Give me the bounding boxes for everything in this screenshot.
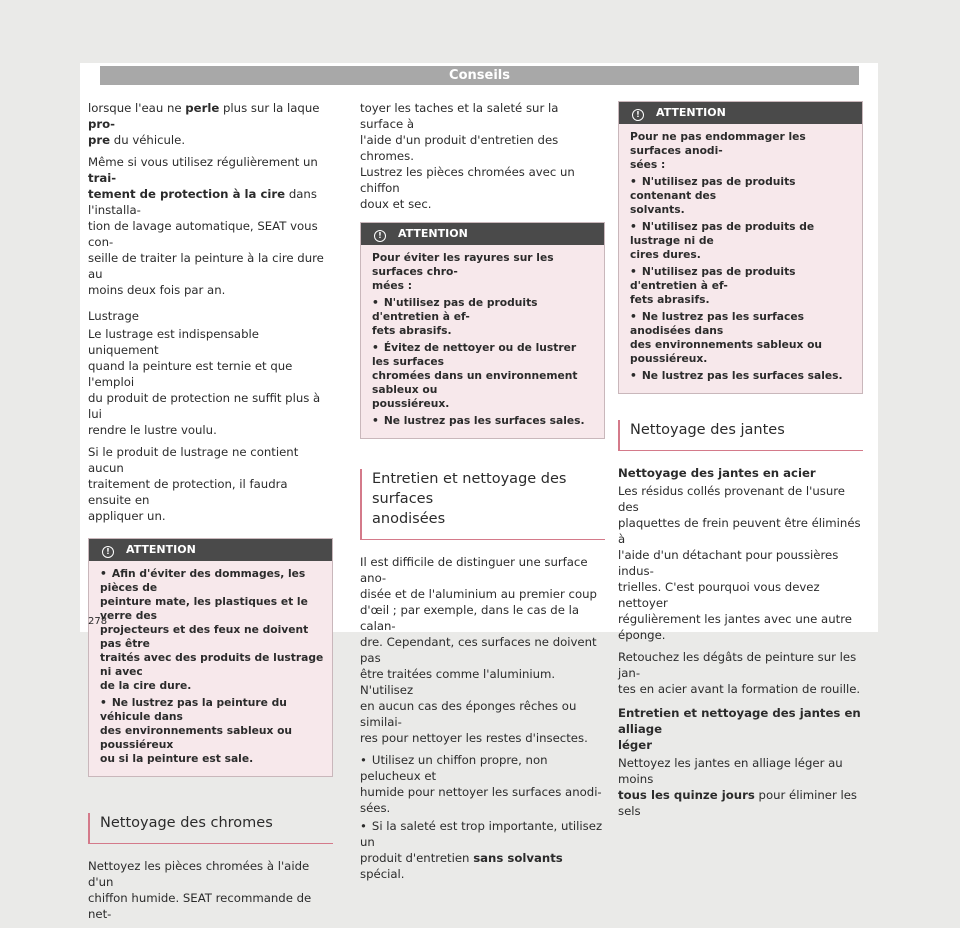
paragraph: Il est difficile de distinguer une surface ano- disée et de l'aluminium au premier coup d'œil ; par exemple, dans le cas de la calan- dre. Cependant, ces surfaces ne doivent pas être traitées comme l'aluminium. N'utilisez en aucun cas des éponges rêches ou similai- res pour nettoyer les restes d'insectes.	[360, 555, 597, 745]
paragraph: lorsque l'eau ne perle plus sur la laque pro- pre du véhicule.	[88, 101, 320, 147]
paragraph: Les résidus collés provenant de l'usure des plaquettes de frein peuvent être éliminés à l'aide d'un détachant pour poussières indus- trielles. C'est pourquoi vous devez nettoyer régulièrement les jantes avec une autre éponge.	[618, 484, 861, 642]
paragraph: Même si vous utilisez régulièrement un trai- tement de protection à la cire dans l'installa- tion de lavage automatique, SEAT vous con- seille de traiter la peinture à la cire dure au moins deux fois par an.	[88, 155, 324, 297]
warning-box	[88, 538, 333, 777]
warning-box	[360, 222, 605, 439]
warning-item: • Évitez de nettoyer ou de lustrer les surfaces chromées dans un environnement sableux ou poussiéreux.	[372, 341, 596, 411]
section-title: Nettoyage des jantes	[618, 420, 863, 451]
warning-item: • Ne lustrez pas les surfaces sales.	[372, 414, 596, 428]
warning-item: • Afin d'éviter des dommages, les pièces de peinture mate, les plastiques et le verre des projecteurs et des feux ne doivent pas être traités avec des produits de lustrage ni avec de la cire dure.	[100, 567, 324, 693]
column-2	[360, 100, 605, 888]
paragraph: Nettoyez les pièces chromées à l'aide d'un chiffon humide. SEAT recommande de net-	[88, 859, 312, 921]
page-title: Conseils	[449, 68, 510, 83]
warning-box	[618, 101, 863, 394]
warning-header: ! ATTENTION	[89, 539, 332, 561]
warning-header: ! ATTENTION	[361, 223, 604, 245]
column-1	[88, 100, 333, 928]
warning-item: • Ne lustrez pas la peinture du véhicule dans des environnements sableux ou poussiéreux ou si la peinture est sale.	[100, 696, 324, 766]
warning-intro: Pour ne pas endommager les surfaces anodi- sées :	[630, 130, 806, 171]
warning-item: • Ne lustrez pas les surfaces sales.	[630, 369, 854, 383]
bullet-item: • Utilisez un chiffon propre, non pelucheux et humide pour nettoyer les surfaces anodi- sées.	[360, 752, 605, 816]
paragraph: Nettoyez les jantes en alliage léger au moins tous les quinze jours pour éliminer les sels	[618, 756, 857, 818]
warning-icon: !	[102, 546, 114, 558]
warning-body	[619, 124, 862, 393]
subheading: Nettoyage des jantes en acier	[618, 466, 816, 480]
warning-item: • N'utilisez pas de produits d'entretien à ef- fets abrasifs.	[630, 265, 854, 307]
warning-item: • N'utilisez pas de produits contenant des solvants.	[630, 175, 854, 217]
subheading-lustrage: Lustrage	[88, 309, 139, 323]
column-3	[618, 101, 863, 825]
page-number: 278	[88, 616, 108, 627]
warning-header: ! ATTENTION	[619, 102, 862, 124]
section-title: Entretien et nettoyage des surfaces anodisées	[360, 469, 605, 540]
warning-item: • Ne lustrez pas les surfaces anodisées dans des environnements sableux ou poussiéreux.	[630, 310, 854, 366]
paragraph: toyer les taches et la saleté sur la surface à l'aide d'un produit d'entretien des chromes. Lustrez les pièces chromées avec un chiffon doux et sec.	[360, 101, 575, 211]
header-bar	[100, 66, 859, 85]
warning-body	[361, 245, 604, 438]
warning-body	[89, 561, 332, 776]
bullet-item: • Si la saleté est trop importante, utilisez un produit d'entretien sans solvants spécial.	[360, 818, 605, 882]
paragraph: Si le produit de lustrage ne contient aucun traitement de protection, il faudra ensuite en appliquer un.	[88, 445, 299, 523]
warning-icon: !	[374, 230, 386, 242]
warning-item: • N'utilisez pas de produits de lustrage ni de cires dures.	[630, 220, 854, 262]
subheading: Entretien et nettoyage des jantes en alliage léger	[618, 706, 861, 752]
warning-item: • N'utilisez pas de produits d'entretien à ef- fets abrasifs.	[372, 296, 596, 338]
section-title: Nettoyage des chromes	[88, 813, 333, 844]
paragraph: Le lustrage est indispensable uniquement quand la peinture est ternie et que l'emploi du produit de protection ne suffit plus à lui rendre le lustre voulu.	[88, 327, 321, 437]
warning-intro: Pour éviter les rayures sur les surfaces chro- mées :	[372, 251, 554, 292]
warning-icon: !	[632, 109, 644, 121]
paragraph: Retouchez les dégâts de peinture sur les jan- tes en acier avant la formation de rouille.	[618, 650, 861, 696]
